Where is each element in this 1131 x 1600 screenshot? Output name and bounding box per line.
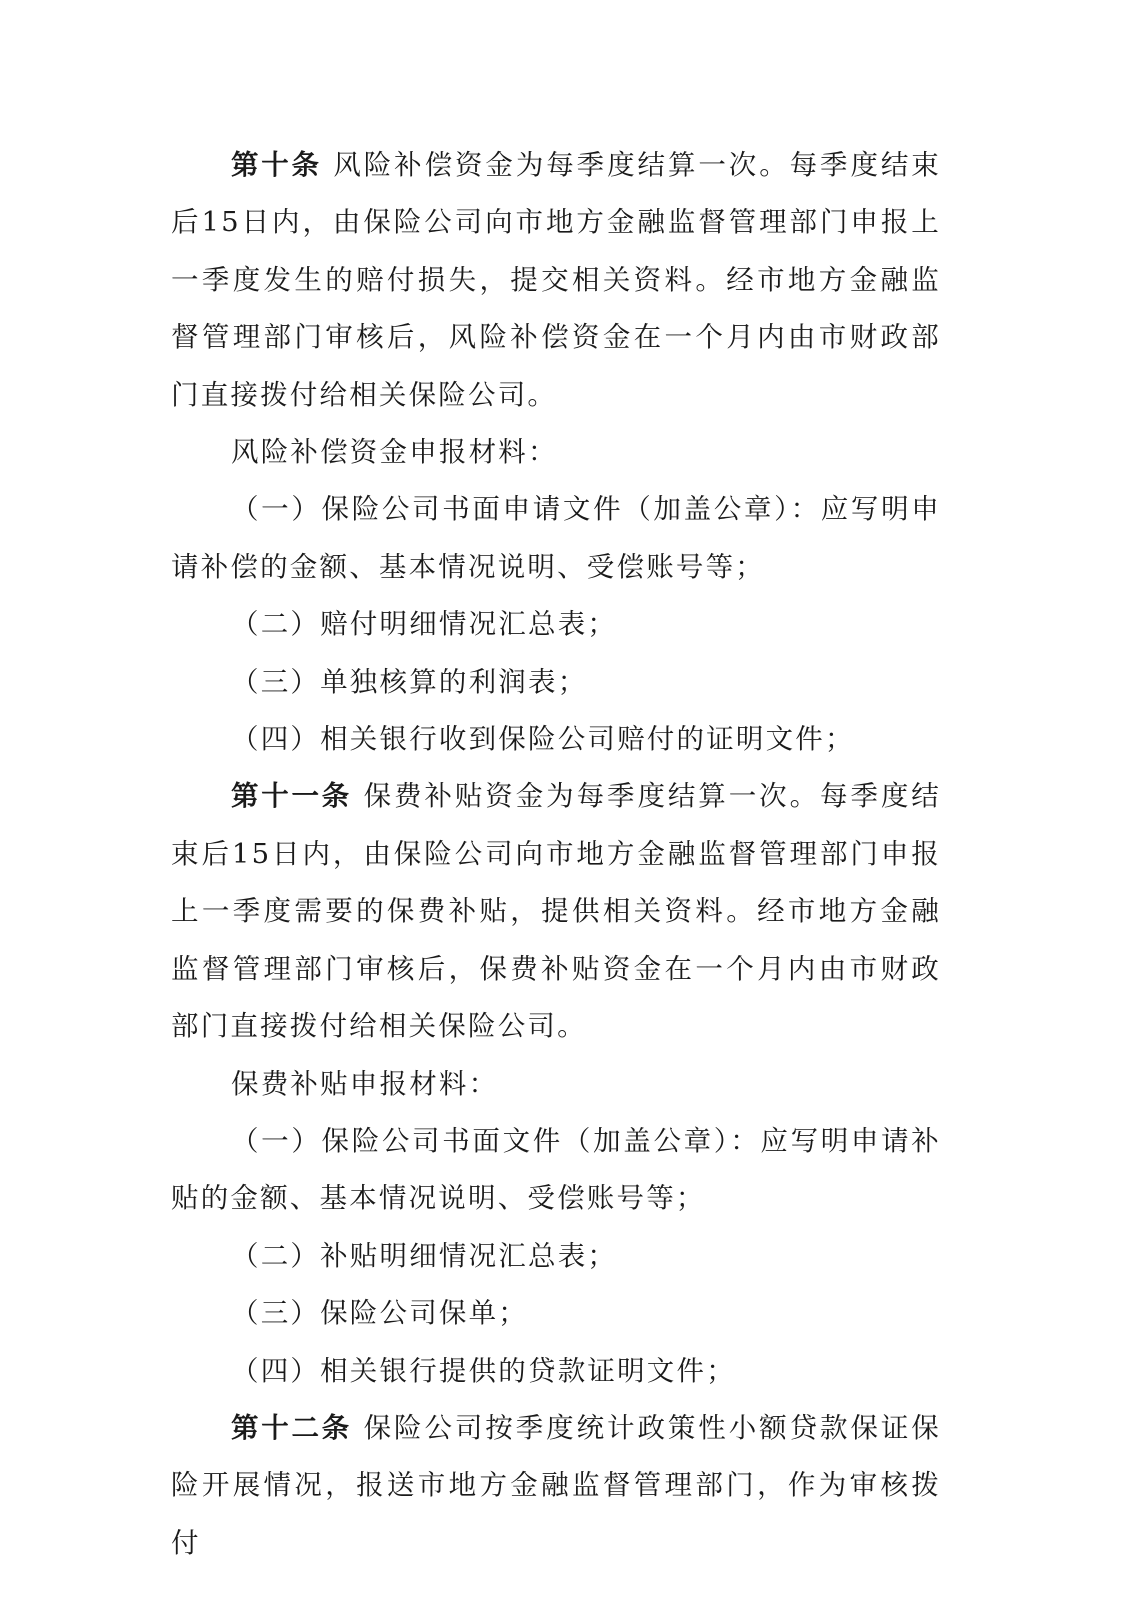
paragraph-article-11	[171, 768, 941, 1055]
paragraph-article-10	[171, 137, 941, 424]
paragraph-premium-item-2	[171, 1228, 941, 1285]
article-heading: 第十一条	[231, 780, 352, 813]
paragraph-premium-item-4	[171, 1343, 941, 1400]
paragraph-text: 风险补偿资金为每季度结算一次。每季度结束后15日内，由保险公司向市地方金融监督管理部门申报上一季度发生的赔付损失，提交相关资料。经市地方金融监督管理部门审核后，风险补偿资金在一个月内由市财政部门直接拨付给相关保险公司。	[171, 149, 942, 411]
paragraph-premium-materials-heading	[171, 1056, 941, 1113]
paragraph-text: （三）保险公司保单；	[231, 1297, 528, 1330]
article-heading: 第十条	[231, 149, 322, 181]
paragraph-text: 保费补贴申报材料：	[231, 1067, 499, 1100]
paragraph-risk-item-4	[171, 711, 941, 768]
paragraph-risk-item-1	[171, 481, 941, 596]
paragraph-text: （四）相关银行收到保险公司赔付的证明文件；	[231, 723, 855, 756]
article-heading: 第十二条	[231, 1411, 352, 1444]
paragraph-risk-item-3	[171, 654, 941, 711]
paragraph-text: （二）赔付明细情况汇总表；	[231, 608, 618, 641]
paragraph-premium-item-3	[171, 1285, 941, 1342]
paragraph-text: 保费补贴资金为每季度结算一次。每季度结束后15日内，由保险公司向市地方金融监督管理部门申报上一季度需要的保费补贴，提供相关资料。经市地方金融监督管理部门审核后，保费补贴资金在一个月内由市财政部门直接拨付给相关保险公司。	[171, 780, 941, 1043]
document-body	[171, 137, 941, 1572]
paragraph-article-12	[171, 1400, 941, 1572]
paragraph-risk-item-2	[171, 596, 941, 653]
paragraph-text: （三）单独核算的利润表；	[231, 665, 588, 698]
paragraph-risk-materials-heading	[171, 424, 941, 481]
paragraph-premium-item-1	[171, 1113, 941, 1228]
paragraph-text: 保险公司按季度统计政策性小额贷款保证保险开展情况，报送市地方金融监督管理部门，作为审核拨付	[171, 1411, 941, 1559]
paragraph-text: （一）保险公司书面文件（加盖公章）：应写明申请补贴的金额、基本情况说明、受偿账号等；	[171, 1124, 941, 1215]
paragraph-text: 风险补偿资金申报材料：	[231, 436, 558, 469]
paragraph-text: （一）保险公司书面申请文件（加盖公章）：应写明申请补偿的金额、基本情况说明、受偿账号等；	[171, 493, 941, 583]
paragraph-text: （二）补贴明细情况汇总表；	[231, 1239, 618, 1272]
paragraph-text: （四）相关银行提供的贷款证明文件；	[231, 1354, 736, 1387]
